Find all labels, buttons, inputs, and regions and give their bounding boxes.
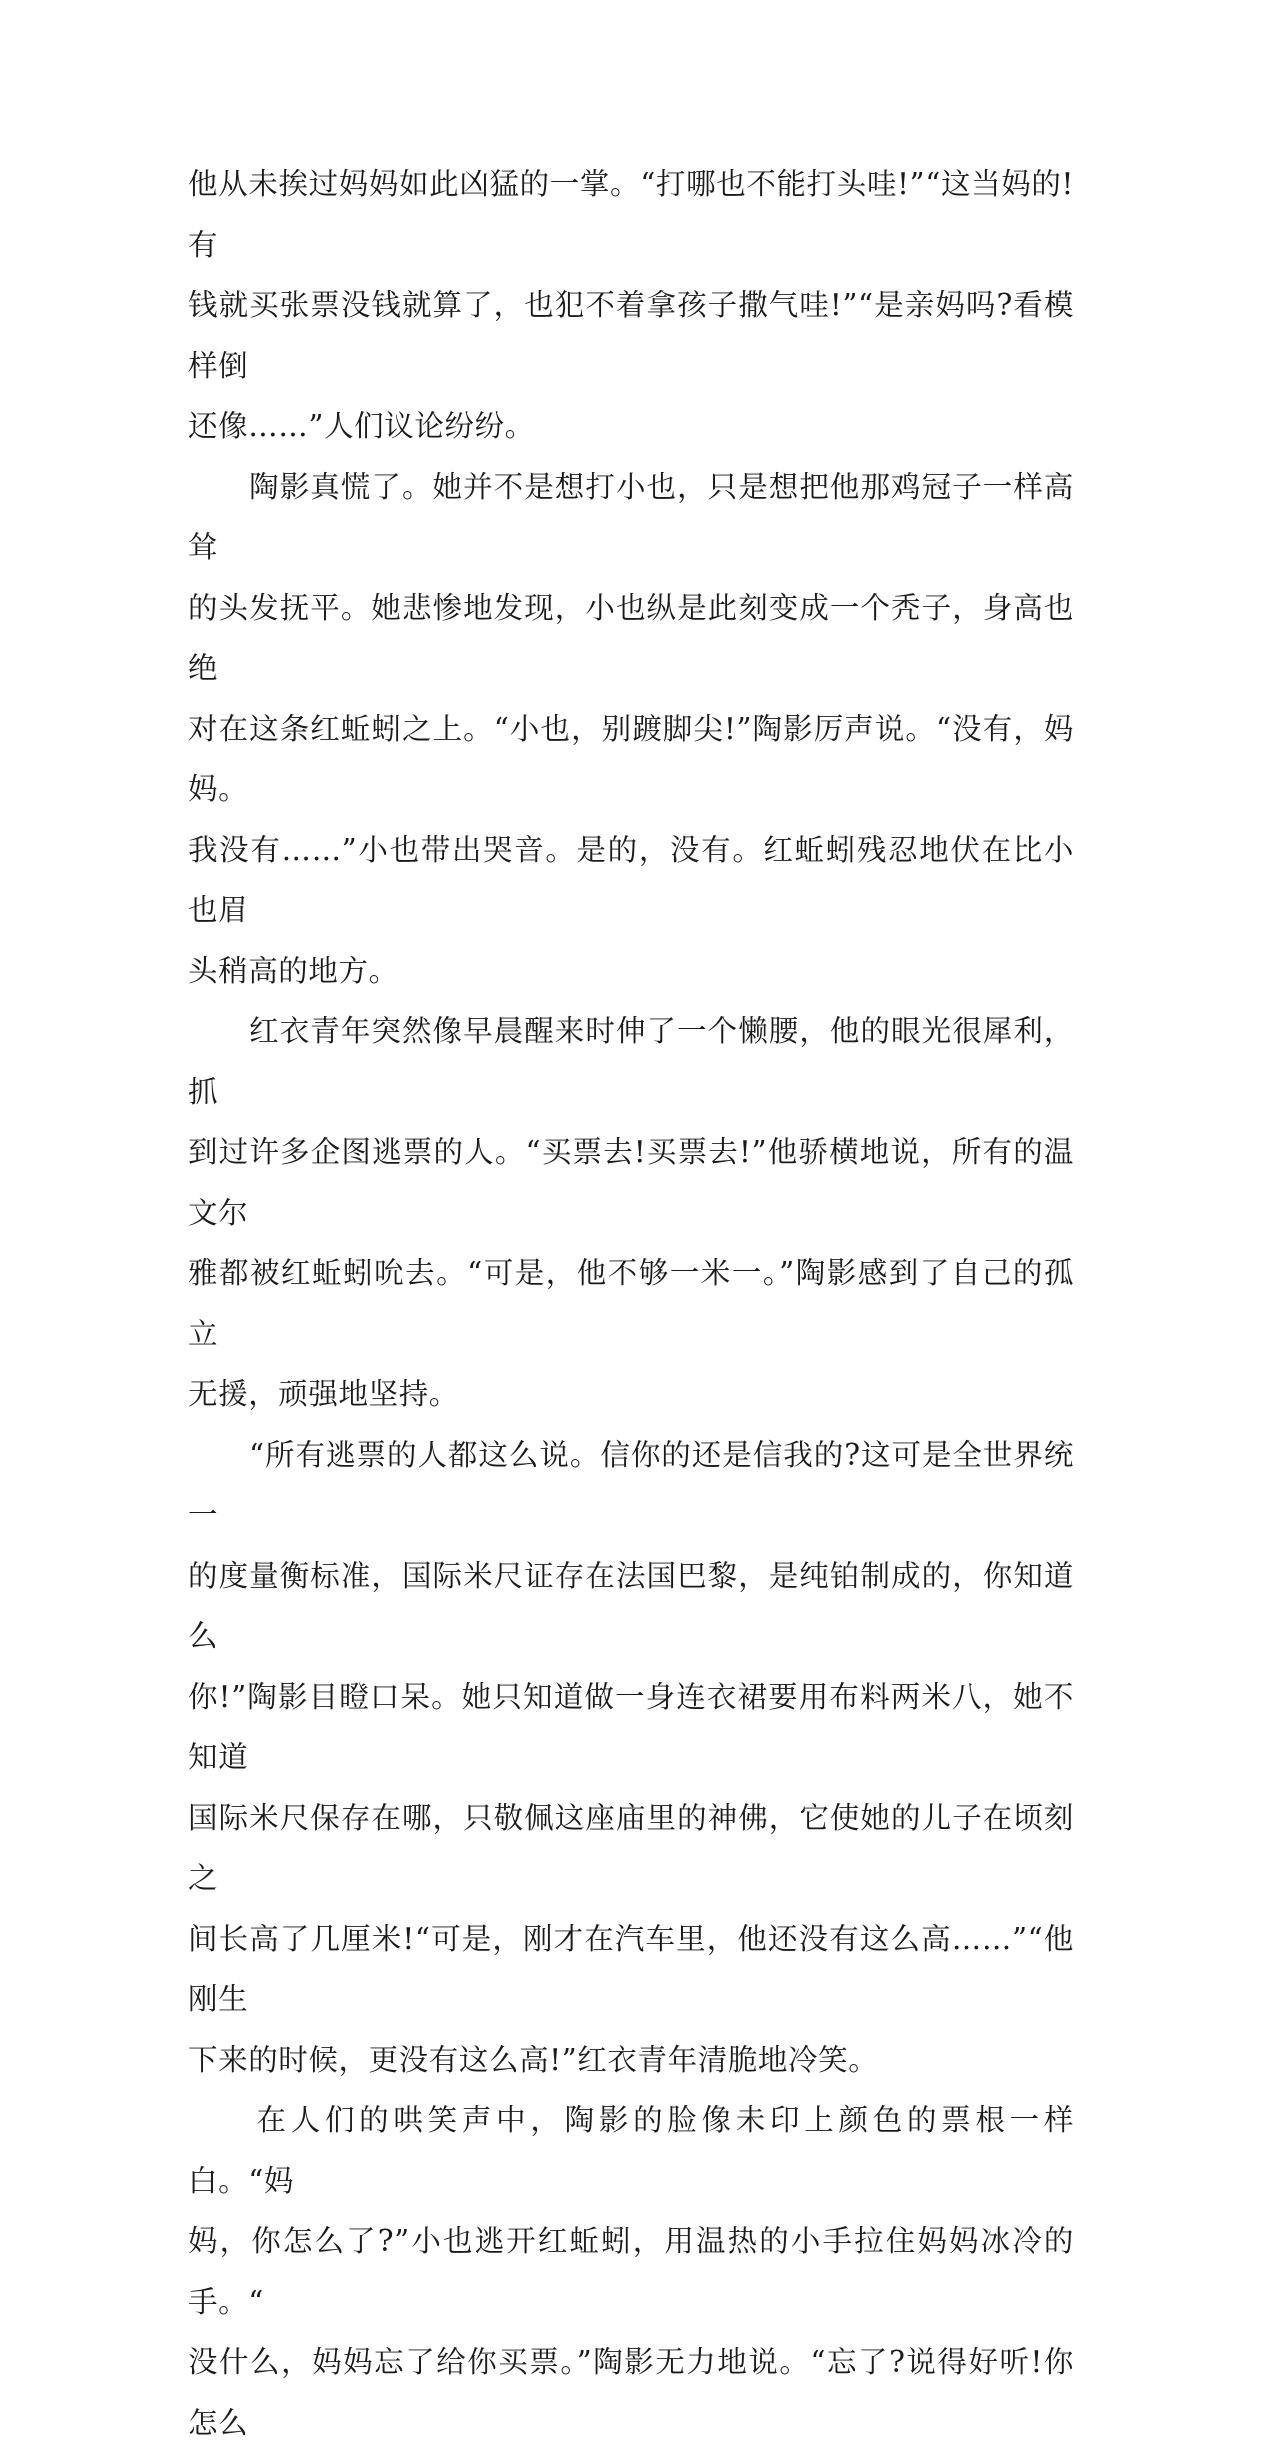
document-body <box>188 154 1074 2453</box>
paragraph-1: 他从未挨过妈妈如此凶猛的一掌。“打哪也不能打头哇!”“这当妈的!有 钱就买张票没钱就算了，也犯不着拿孩子撒气哇!”“是亲妈吗?看模样倒 还像……”人们议论纷纷。 <box>188 167 1074 443</box>
paragraph-3: 红衣青年突然像早晨醒来时伸了一个懒腰，他的眼光很犀利，抓 到过许多企图逃票的人。“买票去!买票去!”他骄横地说，所有的温文尔 雅都被红蚯蚓吮去。“可是，他不够一米一。”陶影感到了自己的孤立 无援，顽强地坚持。 <box>188 1014 1074 1411</box>
paragraph-5: 在人们的哄笑声中，陶影的脸像未印上颜色的票根一样白。“妈 妈，你怎么了?”小也逃开红蚯蚓，用温热的小手拉住妈妈冰冷的手。“ 没什么，妈妈忘了给你买票。”陶影无力地说。“忘了?说得好听!你怎么 <box>188 2103 1074 2440</box>
paragraph-2: 陶影真慌了。她并不是想打小也，只是想把他那鸡冠子一样高耸 的头发抚平。她悲惨地发现，小也纵是此刻变成一个秃子，身高也绝 对在这条红蚯蚓之上。“小也，别踱脚尖!”陶影厉声说。“没有，妈妈。 我没有……”小也带出哭音。是的，没有。红蚯蚓残忍地伏在比小也眉 头稍高的地方。 <box>188 469 1074 988</box>
paragraph-4: “所有逃票的人都这么说。信你的还是信我的?这可是全世界统一 的度量衡标准，国际米尺证存在法国巴黎，是纯铂制成的，你知道么 你!”陶影目瞪口呆。她只知道做一身连衣裙要用布料两米八，她不知道 国际米尺保存在哪，只敬佩这座庙里的神佛，它使她的儿子在顷刻之 间长高了几厘米!“可是，刚才在汽车里，他还没有这么高……”“他刚生 下来的时候，更没有这么高!”红衣青年清脆地冷笑。 <box>188 1437 1074 2077</box>
